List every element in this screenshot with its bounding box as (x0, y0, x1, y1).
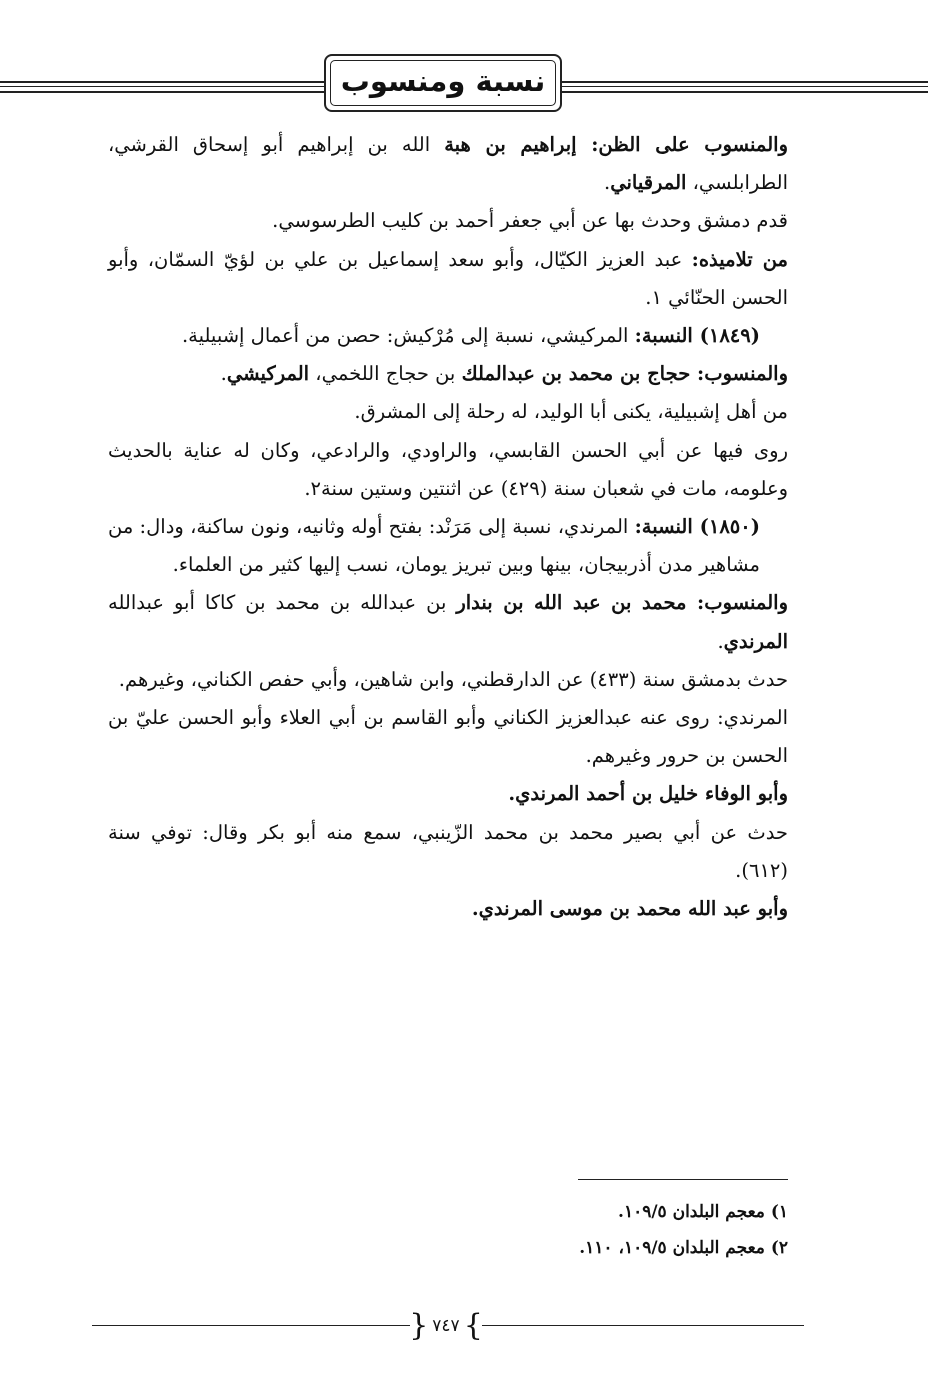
paragraph: والمنسوب على الظن: إبراهيم بن هبة الله بن إبراهيم أبو إسحاق القرشي، الطرابلسي، المرقياني. (108, 133, 788, 195)
paragraph: روى فيها عن أبي الحسن القابسي، والراودي، والرادعي، وكان له عناية بالحديث وعلومه، مات في شعبان سنة (٤٢٩) عن اثنتين وستين سنة٢. (108, 438, 788, 500)
entry-heading: (١٨٤٩) النسبة: المركيشي، نسبة إلى مُرْكيش: حصن من أعمال إشبيلية. (181, 324, 760, 348)
footnote: ٢) معجم البلدان ١٠٩/٥، ١١٠. (579, 1238, 788, 1258)
footnotes (579, 1194, 788, 1266)
paragraph: وأبو الوفاء خليل بن أحمد المرندي. (508, 782, 788, 806)
brace-open-ornament: } (463, 1308, 483, 1343)
brace-close-ornament: { (409, 1308, 429, 1343)
paragraph: والمنسوب: محمد بن عبد الله بن بندار بن عبدالله بن محمد بن كاكا أبو عبدالله المرندي. (108, 591, 788, 653)
page-number: ٧٤٧ (432, 1316, 460, 1336)
page-title: نسبة ومنسوب (340, 63, 546, 98)
footnote: ١) معجم البلدان ١٠٩/٥. (618, 1202, 788, 1222)
paragraph: من أهل إشبيلية، يكنى أبا الوليد، له رحلة إلى المشرق. (354, 400, 788, 424)
paragraph: من تلاميذه: عبد العزيز الكيّال، وأبو سعد إسماعيل بن علي بن لؤيّ السمّان، وأبو الحسن الحنّائي ١. (108, 247, 788, 309)
paragraph: حدث بدمشق سنة (٤٣٣) عن الدارقطني، وابن شاهين، وأبي حفص الكناني، وغيرهم. (118, 667, 788, 691)
entry-heading: (١٨٥٠) النسبة: المرندي، نسبة إلى مَرَنْد: بفتح أوله وثانيه، ونون ساكنة، ودال: من مشاهير مدن أذربيجان، بينها وبين تبريز يومان، نسب إليها كثير من العلماء. (108, 515, 760, 577)
header-frame (324, 54, 562, 112)
paragraph: المرندي: روى عنه عبدالعزيز الكناني وأبو القاسم بن أبي العلاء وأبو الحسن عليّ بن الحسن بن حرور وغيرهم. (108, 706, 788, 768)
paragraph: قدم دمشق وحدث بها عن أبي جعفر أحمد بن كليب الطرسوسي. (272, 209, 788, 233)
body-text (108, 126, 788, 928)
paragraph: والمنسوب: حجاج بن محمد بن عبدالملك بن حجاج اللخمي، المركيشي. (220, 362, 788, 386)
footer-rule-right (482, 1325, 804, 1326)
footnote-divider (578, 1179, 788, 1180)
footer-rule-left (92, 1325, 410, 1326)
page-number-box (408, 1308, 484, 1344)
paragraph: وأبو عبد الله محمد بن موسى المرندي. (471, 897, 788, 921)
paragraph: حدث عن أبي بصير محمد بن محمد الزّينبي، سمع منه أبو بكر وقال: توفي سنة (٦١٢). (108, 820, 788, 882)
